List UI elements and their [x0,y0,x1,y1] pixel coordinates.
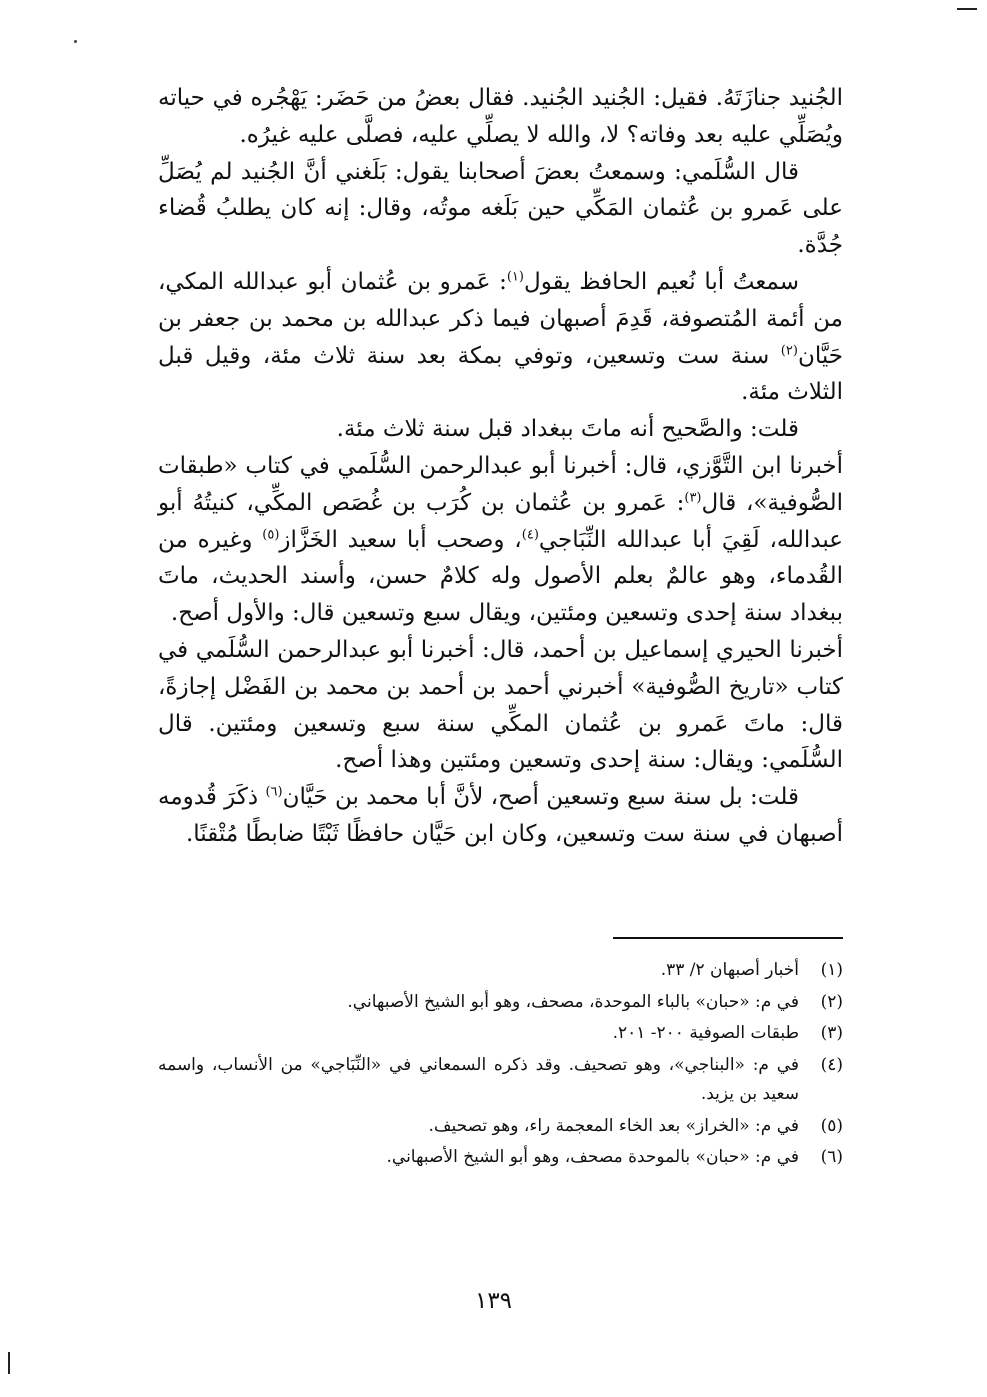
text-run: سنة ست وتسعين، وتوفي بمكة بعد سنة ثلاث مئة، وقيل قبل الثلاث مئة. [158,342,843,406]
footnote-ref: (٦) [265,784,283,800]
footnote [158,1019,843,1049]
footnote-text: أخبار أصبهان ٢/ ٣٣. [660,960,799,980]
footnote-separator [613,937,843,939]
footnote [158,1143,843,1173]
footnote-text: طبقات الصوفية ٢٠٠- ٢٠١. [612,1023,799,1043]
text-run: وغيره من القُدماء، وهو عالمٌ بعلم الأصول وله كلامٌ حسن، وأسند الحديث، ماتَ ببغداد سنة إحدى وتسعين ومئتين، ويقال سبع وتسعين قال: والأول أصح. [158,526,843,627]
footnote-ref: (٤) [521,526,539,542]
footnotes [158,956,843,1175]
footnote-number: (٥) [820,1115,843,1136]
footnote [158,988,843,1018]
main-text [158,80,843,853]
scan-mark [8,1352,10,1374]
footnote [158,1112,843,1142]
paragraph [158,264,843,411]
text-run: : عَمرو بن عُثمان بن كُرَب بن غُصَص المكِّي، كنيتُهُ أبو عبدالله، لَقِيَ أبا عبدالله النِّبَاجي [158,489,843,553]
text-run: سمعتُ أبا نُعيم الحافظ يقول [523,268,799,295]
page-number: ١٣٩ [474,1288,513,1314]
paragraph [158,448,843,632]
paragraph: قال السُّلَمي: وسمعتُ بعضَ أصحابنا يقول: بَلَغني أنَّ الجُنيد لم يُصَلِّ على عَمرو بن عُثمان المَكِّي حين بَلَغه موتُه، وقال: إنه كان يطلبُ قُضاء جُدَّة. [158,158,843,259]
text-run: أخبرنا ابن التَّوَّزي، قال: أخبرنا أبو عبدالرحمن السُّلَمي في كتاب «طبقات الصُّوفية»، قال [158,452,843,516]
footnote-number: (٣) [820,1023,843,1043]
text-run: : عَمرو بن عُثمان أبو عبدالله المكي، من أئمة المُتصوفة، قَدِمَ أصبهان فيما ذكر عبدالله بن محمد بن جعفر بن حَيَّان [158,268,843,369]
footnote-text: في م: «حبان» بالموحدة مصحف، وهو أبو الشيخ الأصبهاني. [386,1147,799,1167]
scan-speck [74,40,77,43]
footnote-number: (٦) [820,1147,843,1167]
footnote [158,1051,843,1110]
scan-mark [957,8,977,10]
footnote [158,956,843,986]
footnote-ref: (١) [506,269,524,285]
footnote-ref: (٢) [780,342,798,358]
paragraph [158,779,843,853]
paragraph: الجُنيد جنازَتَهُ. فقيل: الجُنيد الجُنيد. فقال بعضُ من حَضَر: يَهْجُره في حياته ويُصَلِّي عليه بعد وفاته؟ لا، والله لا يصلِّي عليه، فصلَّى عليه غيرُه. [158,85,843,148]
footnote-number: (٤) [820,1054,843,1075]
paragraph: أخبرنا الحيري إسماعيل بن أحمد، قال: أخبرنا أبو عبدالرحمن السُّلَمي في كتاب «تاريخ الصُّوفية» أخبرني أحمد بن أحمد بن محمد بن الفَضْل إجازةً، قال: ماتَ عَمرو بن عُثمان المكِّي سنة سبع وتسعين ومئتين. قال السُّلَمي: ويقال: سنة إحدى وتسعين ومئتين وهذا أصح. [158,636,843,774]
text-run: ذكَرَ قُدومه أصبهان في سنة ست وتسعين، وكان ابن حَيَّان حافظًا ثَبْتًا ضابطًا مُتْقنًا. [158,784,843,847]
footnote-number: (٢) [820,991,843,1012]
footnote-text: في م: «حبان» بالباء الموحدة، مصحف، وهو أبو الشيخ الأصبهاني. [347,991,799,1012]
text-run: قلت: بل سنة سبع وتسعين أصح، لأنَّ أبا محمد بن حَيَّان [282,784,799,811]
footnote-ref: (٥) [262,526,280,542]
footnote-number: (١) [820,960,843,980]
text-run: ، وصحب أبا سعيد الخَزَّاز [279,526,522,553]
paragraph: قلت: والصَّحيح أنه ماتَ ببغداد قبل سنة ثلاث مئة. [336,416,799,443]
footnote-ref: (٣) [684,490,702,506]
footnote-text: في م: «البناجي»، وهو تصحيف. وقد ذكره السمعاني في «النِّبَاجي» من الأنساب، واسمه سعيد بن يزيد. [158,1054,799,1104]
footnote-text: في م: «الخراز» بعد الخاء المعجمة راء، وهو تصحيف. [428,1115,799,1136]
